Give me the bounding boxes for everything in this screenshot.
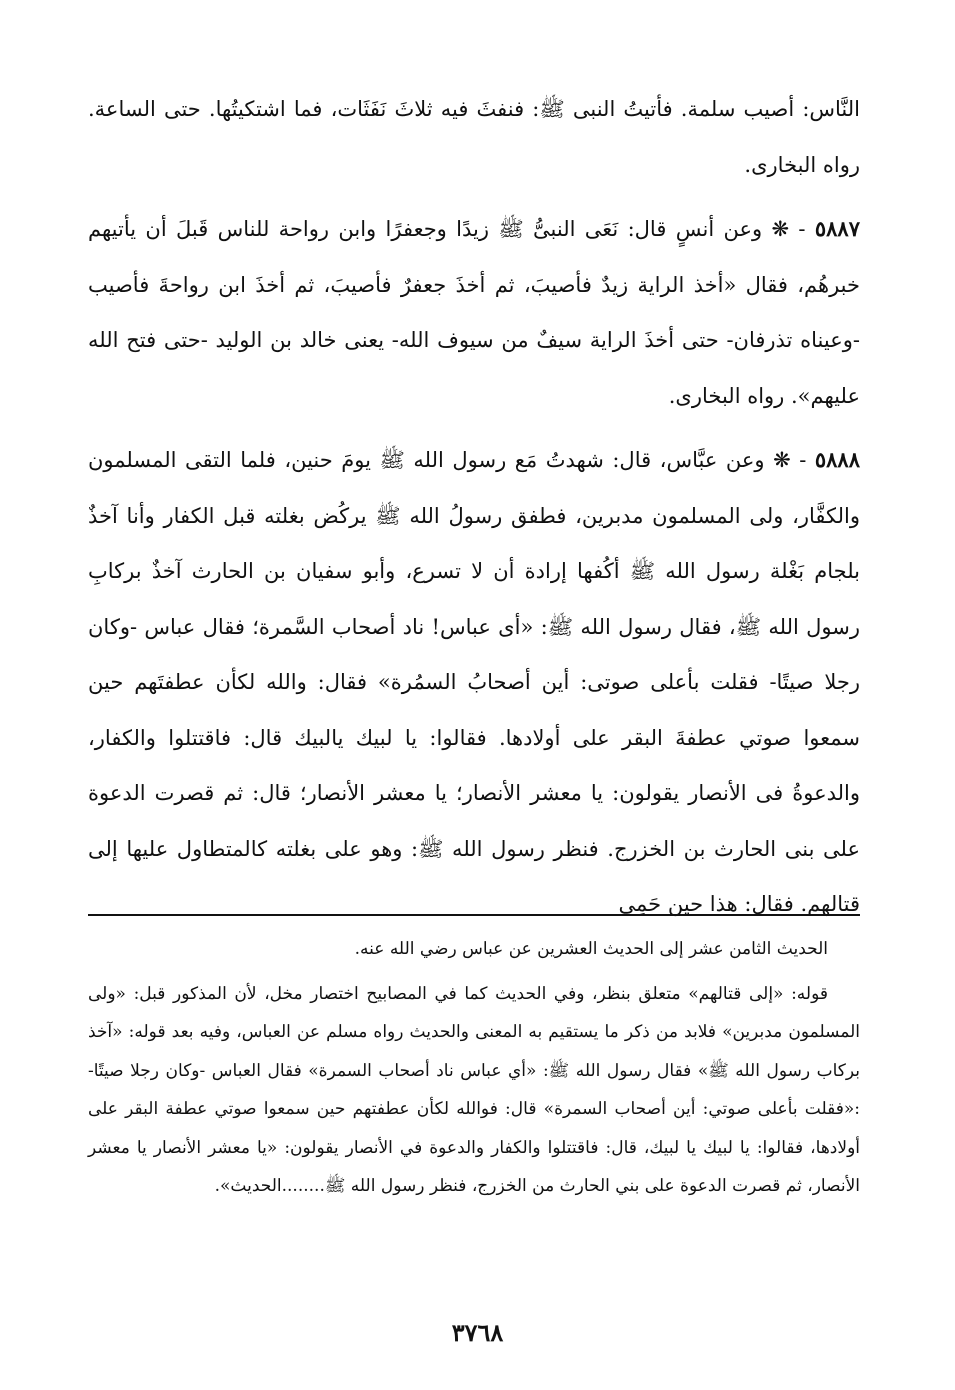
hadith-5887 (88, 201, 860, 424)
hadith-text: - ❋ وعن أنسٍ قال: نَعَى النبىُّ ﷺ زيدًا وجعفرًا وابن رواحة للناس قَبلَ أن يأتيهم خبرهُم، فقال «أخذ الراية زيدٌ فأصيبَ، ثم أخذَ جعفرٌ فأصيبَ، ثم أخذَ ابن رواحةَ فأصيب -وعيناه تذرفان- حتى أخذَ الراية سيفٌ من سيوف الله- يعنى خالد بن الوليد -حتى فتح الله عليهم». رواه البخارى. (88, 217, 860, 408)
paragraph-text: النَّاس: أصيب سلمة. فأتيتُ النبى ﷺ: فنفثَ فيه ثلاثَ نَفَثَات، فما اشتكيتُها. حتى الساعة. رواه البخارى. (88, 97, 860, 177)
hadith-5888 (88, 432, 860, 933)
footnote-heading: الحديث الثامن عشر إلى الحديث العشرين عن عباس رضي الله عنه. (354, 939, 828, 959)
hadith-number: ٥٨٨٨ (814, 447, 860, 472)
paragraph-continuation (88, 82, 860, 193)
footnote-commentary: قوله: «إلى قتالهم» متعلق بنظر، وفي الحديث كما في المصابيح اختصار مخل، لأن المذكور قبل: «ولى المسلمون مدبرين» فلابد من ذكر ما يستقيم به المعنى والحديث رواه مسلم عن العباس، وفيه بعد قوله: «آخذ بركاب رسول الله ﷺ» فقال رسول الله ﷺ: «أي عباس ناد أصحاب السمرة» فقال العباس -وكان رجلا صيتًا- :«فقلت بأعلى صوتي: أين أصحاب السمرة» قال: فوالله لكأن عطفتهم حين سمعوا صوتي عطفة البقر على أولادها، فقالوا: يا لبيك يا لبيك، قال: فاقتتلوا والكفار والدعوة في الأنصار يقولون: «يا معشر الأنصار يا معشر الأنصار، ثم قصرت الدعوة على بني الحارث من الخزرج، فنظر رسول الله ﷺ........الحديث». (88, 983, 860, 1196)
hadith-number: ٥٨٨٧ (814, 216, 860, 241)
footnote-divider (88, 914, 860, 916)
footnotes (88, 930, 860, 1206)
hadith-text: - ❋ وعن عبَّاس، قال: شهدتُ مَع رسول الله ﷺ يومَ حنين، فلما التقى المسلمون والكفَّار، ولى المسلمون مدبرين، فطفق رسولُ الله ﷺ يركُض بغلته قبل الكفار وأنا آخذٌ بلجام بَغْلة رسول الله ﷺ أكُفها إرادة أن لا تسرع، وأبو سفيان بن الحارث آخذٌ بركابِ رسول الله ﷺ، فقال رسول الله ﷺ: «أى عباس! ناد أصحاب السَّمرة؛ فقال عباس -وكان رجلا صيتًا- فقلت بأعلى صوتى: أين أصحابُ السمُرة» فقال: والله لكأن عطفتَهم حين سمعوا صوتي عطفةَ البقر على أولادها. فقالوا: يا لبيك يالبيك قال: فاقتتلوا والكفار، والدعوةُ فى الأنصار يقولون: يا معشر الأنصار؛ يا معشر الأنصار؛ قال: ثم قصرت الدعوة على بنى الحارث بن الخزرج. فنظر رسول الله ﷺ: وهو على بغلته كالمتطاول عليها إلى قتالهم. فقال: هذا حين حَمِى (88, 448, 860, 916)
main-text (88, 82, 860, 933)
page-number: ٣٧٦٨ (451, 1318, 504, 1347)
